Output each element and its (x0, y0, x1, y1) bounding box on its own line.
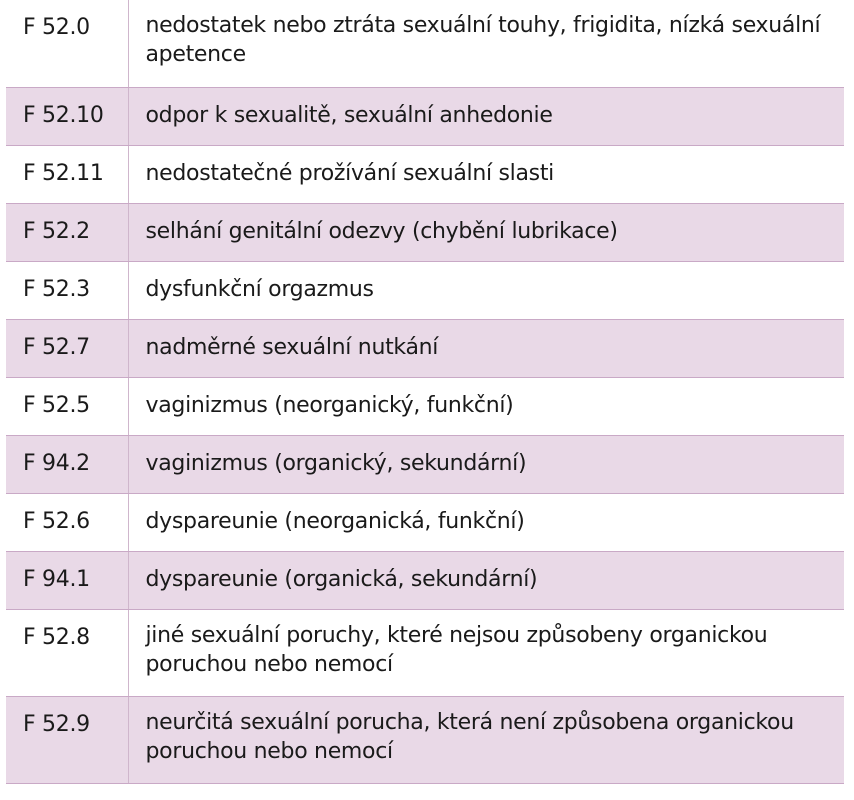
description-cell: nadměrné sexuální nutkání (128, 319, 844, 377)
code-cell (6, 203, 128, 261)
description-cell: vaginizmus (neorganický, funkční) (128, 377, 844, 435)
table-row (6, 203, 844, 261)
code-cell (6, 377, 128, 435)
diagnosis-code: F 52.5 (23, 392, 90, 418)
code-cell (6, 551, 128, 609)
description-cell: jiné sexuální poruchy, které nejsou způsobeny organickou poruchou nebo nemocí (128, 609, 844, 696)
table-row (6, 551, 844, 609)
code-cell (6, 87, 128, 145)
diagnosis-code: F 52.10 (23, 102, 104, 128)
table-row (6, 319, 844, 377)
diagnosis-code: F 52.0 (23, 15, 90, 40)
code-cell (6, 493, 128, 551)
table-row (6, 435, 844, 493)
table-row (6, 261, 844, 319)
description-cell: nedostatečné prožívání sexuální slasti (128, 145, 844, 203)
code-cell (6, 435, 128, 493)
code-cell (6, 696, 128, 783)
diagnosis-code: F 52.8 (23, 624, 90, 650)
description-cell: dyspareunie (organická, sekundární) (128, 551, 844, 609)
description-cell: dysfunkční orgazmus (128, 261, 844, 319)
code-cell (6, 145, 128, 203)
description-cell: nedostatek nebo ztráta sexuální touhy, frigidita, nízká sexuální apetence (128, 0, 844, 87)
table-row (6, 87, 844, 145)
table-row (6, 609, 844, 696)
description-cell: vaginizmus (organický, sekundární) (128, 435, 844, 493)
description-cell: odpor k sexualitě, sexuální anhedonie (128, 87, 844, 145)
table-row (6, 493, 844, 551)
diagnosis-code: F 52.2 (23, 218, 90, 244)
diagnosis-code-table (6, 0, 844, 784)
diagnosis-code: F 52.7 (23, 334, 90, 360)
table-row (6, 696, 844, 783)
table-row (6, 377, 844, 435)
code-cell (6, 319, 128, 377)
diagnosis-code: F 52.9 (23, 711, 90, 737)
description-cell: dyspareunie (neorganická, funkční) (128, 493, 844, 551)
code-cell (6, 609, 128, 696)
table-row (6, 0, 844, 87)
description-cell: selhání genitální odezvy (chybění lubrikace) (128, 203, 844, 261)
description-cell: neurčitá sexuální porucha, která není způsobena organickou poruchou nebo nemocí (128, 696, 844, 783)
code-cell (6, 0, 128, 87)
code-cell (6, 261, 128, 319)
diagnosis-code: F 94.2 (23, 450, 90, 476)
table-row (6, 145, 844, 203)
diagnosis-code: F 52.6 (23, 508, 90, 534)
diagnosis-code: F 52.11 (23, 160, 104, 186)
diagnosis-code: F 52.3 (23, 276, 90, 302)
diagnosis-code: F 94.1 (23, 566, 90, 592)
